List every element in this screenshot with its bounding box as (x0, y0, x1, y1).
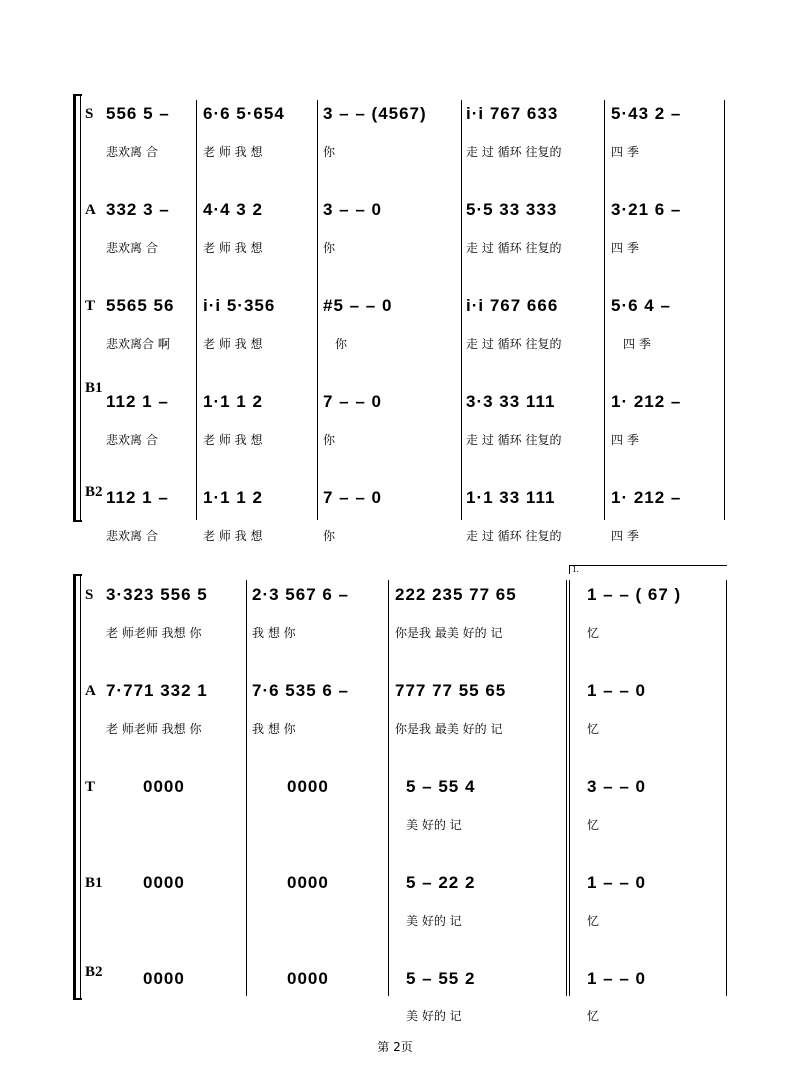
lyric-text: 你是我 最美 好的 记 (395, 626, 503, 640)
voice-label: S (85, 587, 94, 603)
voice-label: B2 (85, 484, 103, 500)
lyric-text: 老 师 我 想 (203, 241, 263, 255)
barline (461, 100, 462, 520)
measure-notes: 5 – 55 4 (406, 777, 476, 796)
barline (317, 100, 318, 520)
barline (604, 100, 605, 520)
measure-notes: 7 – – 0 (323, 488, 382, 507)
lyric-text: 忆 (587, 626, 600, 640)
voice-label: T (85, 779, 96, 795)
voice-label: A (85, 683, 96, 699)
measure-notes: #5 – – 0 (323, 296, 393, 315)
measure-notes: 1·1 1 2 (203, 488, 263, 507)
measure-notes: i·i 5·356 (203, 296, 276, 315)
measure-notes: 5·6 4 – (611, 296, 671, 315)
measure-notes: 6·6 5·654 (203, 104, 285, 123)
lyric-text: 四 季 (611, 241, 639, 255)
measure-notes: 3 – – (4567) (323, 104, 427, 123)
lyric-text: 四 季 (611, 529, 639, 543)
lyric-text: 你 (323, 145, 336, 159)
lyric-text: 老 师老师 我想 你 (106, 626, 202, 640)
lyric-text: 悲欢离合 啊 (106, 337, 170, 351)
voice-label: A (85, 202, 96, 218)
voice-label: T (85, 298, 96, 314)
measure-notes: 777 77 55 65 (395, 681, 507, 700)
lyric-text: 美 好的 记 (406, 1009, 462, 1023)
measure-notes: 1 – – 0 (587, 969, 646, 988)
lyric-text: 你 (323, 529, 336, 543)
measure-notes: 0000 (143, 969, 185, 988)
lyric-text: 美 好的 记 (406, 818, 462, 832)
lyric-text: 悲欢离 合 (106, 241, 158, 255)
lyric-text: 美 好的 记 (406, 914, 462, 928)
voice-label: B1 (85, 380, 103, 396)
measure-notes: 5·43 2 – (611, 104, 682, 123)
measure-notes: 1· 212 – (611, 392, 682, 411)
voice-label: B2 (85, 964, 103, 980)
lyric-text: 老 师老师 我想 你 (106, 722, 202, 736)
lyric-text: 悲欢离 合 (106, 529, 158, 543)
measure-notes: 1· 212 – (611, 488, 682, 507)
measure-notes: 0000 (143, 873, 185, 892)
lyric-text: 走 过 循环 往复的 (466, 241, 562, 255)
measure-notes: 3 – – 0 (323, 200, 382, 219)
measure-notes: 3 – – 0 (587, 777, 646, 796)
volta-label: 1. (572, 564, 579, 574)
measure-notes: i·i 767 633 (466, 104, 559, 123)
barline (388, 580, 389, 996)
first-ending-bracket (569, 565, 727, 574)
measure-notes: 0000 (287, 969, 329, 988)
measure-notes: 5·5 33 333 (466, 200, 558, 219)
system-line (80, 94, 81, 522)
measure-notes: 1 – – 0 (587, 873, 646, 892)
voice-label: S (85, 106, 94, 122)
lyric-text: 忆 (587, 722, 600, 736)
measure-notes: 1·1 1 2 (203, 392, 263, 411)
measure-notes: i·i 767 666 (466, 296, 559, 315)
lyric-text: 我 想 你 (252, 626, 296, 640)
lyric-text: 忆 (587, 818, 600, 832)
measure-notes: 556 5 – (106, 104, 170, 123)
measure-notes: 1 – – ( 67 ) (587, 585, 682, 604)
lyric-text: 你 (323, 241, 336, 255)
lyric-text: 忆 (587, 1009, 600, 1023)
measure-notes: 3·3 33 111 (466, 392, 556, 411)
lyric-text: 我 想 你 (252, 722, 296, 736)
measure-notes: 1·1 33 111 (466, 488, 556, 507)
measure-notes: 3·21 6 – (611, 200, 682, 219)
measure-notes: 0000 (287, 777, 329, 796)
barline (724, 100, 725, 520)
system-line (80, 574, 81, 1000)
lyric-text: 老 师 我 想 (203, 337, 263, 351)
measure-notes: 7·771 332 1 (106, 681, 208, 700)
lyric-text: 走 过 循环 往复的 (466, 529, 562, 543)
page-number: 第 2页 (377, 1040, 413, 1054)
lyric-text: 你 (335, 337, 348, 351)
lyric-text: 悲欢离 合 (106, 433, 158, 447)
lyric-text: 老 师 我 想 (203, 145, 263, 159)
measure-notes: 2·3 567 6 – (252, 585, 350, 604)
measure-notes: 112 1 – (106, 488, 169, 507)
lyric-text: 走 过 循环 往复的 (466, 433, 562, 447)
lyric-text: 忆 (587, 914, 600, 928)
lyric-text: 悲欢离 合 (106, 145, 158, 159)
measure-notes: 0000 (143, 777, 185, 796)
lyric-text: 走 过 循环 往复的 (466, 145, 562, 159)
lyric-text: 走 过 循环 往复的 (466, 337, 562, 351)
measure-notes: 1 – – 0 (587, 681, 646, 700)
barline (566, 580, 567, 996)
measure-notes: 5565 56 (106, 296, 175, 315)
measure-notes: 7·6 535 6 – (252, 681, 350, 700)
lyric-text: 老 师 我 想 (203, 529, 263, 543)
lyric-text: 你是我 最美 好的 记 (395, 722, 503, 736)
barline (569, 580, 570, 996)
measure-notes: 4·4 3 2 (203, 200, 263, 219)
barline (246, 580, 247, 996)
measure-notes: 222 235 77 65 (395, 585, 517, 604)
measure-notes: 3·323 556 5 (106, 585, 208, 604)
barline (196, 100, 197, 520)
measure-notes: 0000 (287, 873, 329, 892)
lyric-text: 你 (323, 433, 336, 447)
lyric-text: 四 季 (623, 337, 651, 351)
measure-notes: 7 – – 0 (323, 392, 382, 411)
lyric-text: 老 师 我 想 (203, 433, 263, 447)
measure-notes: 332 3 – (106, 200, 170, 219)
lyric-text: 四 季 (611, 433, 639, 447)
barline (726, 580, 727, 996)
measure-notes: 5 – 22 2 (406, 873, 476, 892)
lyric-text: 四 季 (611, 145, 639, 159)
voice-label: B1 (85, 875, 103, 891)
measure-notes: 5 – 55 2 (406, 969, 476, 988)
measure-notes: 112 1 – (106, 392, 169, 411)
